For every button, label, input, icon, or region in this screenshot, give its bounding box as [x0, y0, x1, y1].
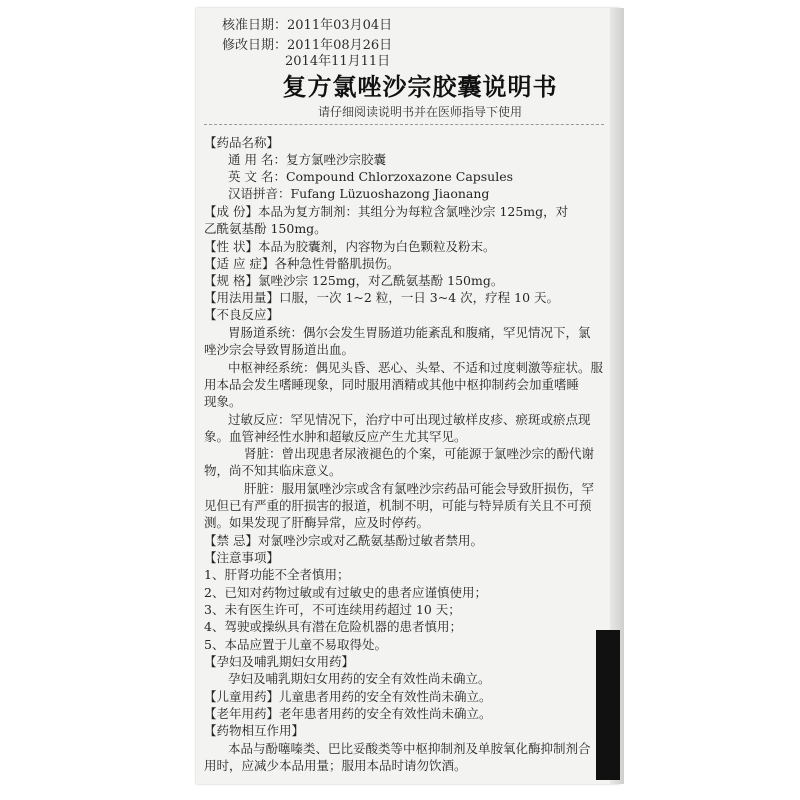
precaution-1: 1、肝肾功能不全者慎用； [204, 567, 350, 582]
document-title: 复方氯唑沙宗胶囊说明书 [282, 72, 558, 101]
divider [204, 124, 604, 125]
contraindications: 【禁 忌】对氯唑沙宗或对乙酰氨基酚过敏者禁用。 [204, 533, 483, 548]
interactions-line-2: 用时，应减少本品用量；服用本品时请勿饮酒。 [204, 758, 467, 773]
composition-line-1: 【成 份】本品为复方制剂：其组分为每粒含氯唑沙宗 125mg，对 [204, 204, 569, 219]
section-interactions: 【药物相互作用】 [204, 723, 305, 738]
dark-margin-strip [596, 630, 620, 780]
geriatric-use: 【老年用药】老年患者用药的安全有效性尚未确立。 [204, 706, 492, 721]
adverse-liver-line-3: 测。如果发现了肝酶异常，应及时停药。 [204, 515, 430, 530]
pediatric-use: 【儿童用药】儿童患者用药的安全有效性尚未确立。 [204, 689, 492, 704]
section-adverse-reactions: 【不良反应】 [204, 307, 280, 322]
adverse-allergy-line-1: 过敏反应：罕见情况下，治疗中可出现过敏样皮疹、瘀斑或瘀点现 [228, 412, 591, 427]
specification: 【规 格】氯唑沙宗 125mg，对乙酰氨基酚 150mg。 [204, 273, 504, 288]
adverse-cns-line-2: 用本品会发生嗜睡现象，同时服用酒精或其他中枢抑制药会加重嗜睡 [204, 377, 580, 392]
adverse-gi-line-2: 唑沙宗会导致胃肠道出血。 [204, 342, 355, 357]
document-subtitle: 请仔细阅读说明书并在医师指导下使用 [317, 105, 522, 119]
indications: 【适 应 症】各种急性骨骼肌损伤。 [204, 256, 400, 271]
section-precautions: 【注意事项】 [204, 550, 280, 565]
composition-line-2: 乙酰氨基酚 150mg。 [204, 221, 327, 236]
precaution-2: 2、已知对药物过敏或有过敏史的患者应谨慎使用； [204, 585, 487, 600]
adverse-gi-line-1: 胃肠道系统：偶尔会发生胃肠道功能紊乱和腹痛，罕见情况下，氯 [228, 325, 591, 340]
generic-name: 通 用 名：复方氯唑沙宗胶囊 [228, 152, 386, 167]
adverse-liver-line-2: 见但已有严重的肝损害的报道，机制不明，可能与特异质有关且不可预 [204, 498, 592, 513]
interactions-line-1: 本品与酚噻嗪类、巴比妥酸类等中枢抑制剂及单胺氧化酶抑制剂合 [228, 741, 591, 756]
dosage: 【用法用量】口服，一次 1~2 粒，一日 3~4 次，疗程 10 天。 [204, 290, 560, 305]
pregnancy-text: 孕妇及哺乳期妇女用药的安全有效性尚未确立。 [228, 671, 491, 686]
adverse-kidney-line-1: 肾脏：曾出现患者尿液褪色的个案，可能源于氯唑沙宗的酚代谢 [244, 446, 595, 461]
appearance: 【性 状】本品为胶囊剂，内容物为白色颗粒及粉末。 [204, 239, 496, 254]
precaution-5: 5、本品应置于儿童不易取得处。 [204, 637, 387, 652]
precaution-3: 3、未有医生许可，不可连续用药超过 10 天； [204, 602, 461, 617]
section-pregnancy: 【孕妇及哺乳期妇女用药】 [204, 654, 355, 669]
adverse-liver-line-1: 肝脏：服用氯唑沙宗或含有氯唑沙宗药品可能会导致肝损伤，罕 [244, 481, 595, 496]
precaution-4: 4、驾驶或操纵具有潜在危险机器的患者慎用； [204, 619, 462, 634]
adverse-allergy-line-2: 象。血管神经性水肿和超敏反应产生尤其罕见。 [204, 429, 467, 444]
approval-date: 核准日期：2011年03月04日 [222, 18, 393, 33]
revision-date: 修改日期：2011年08月26日 [222, 38, 393, 53]
revision-date-2: 2014年11月11日 [285, 54, 391, 69]
pinyin-name: 汉语拼音：Fufang Lüzuoshazong Jiaonang [228, 186, 490, 201]
section-drug-name: 【药品名称】 [204, 135, 280, 150]
adverse-cns-line-3: 现象。 [204, 394, 242, 409]
adverse-kidney-line-2: 物，尚不知其临床意义。 [204, 463, 342, 478]
english-name: 英 文 名：Compound Chlorzoxazone Capsules [228, 169, 514, 184]
adverse-cns-line-1: 中枢神经系统：偶见头昏、恶心、头晕、不适和过度刺激等症状。服 [228, 360, 604, 375]
